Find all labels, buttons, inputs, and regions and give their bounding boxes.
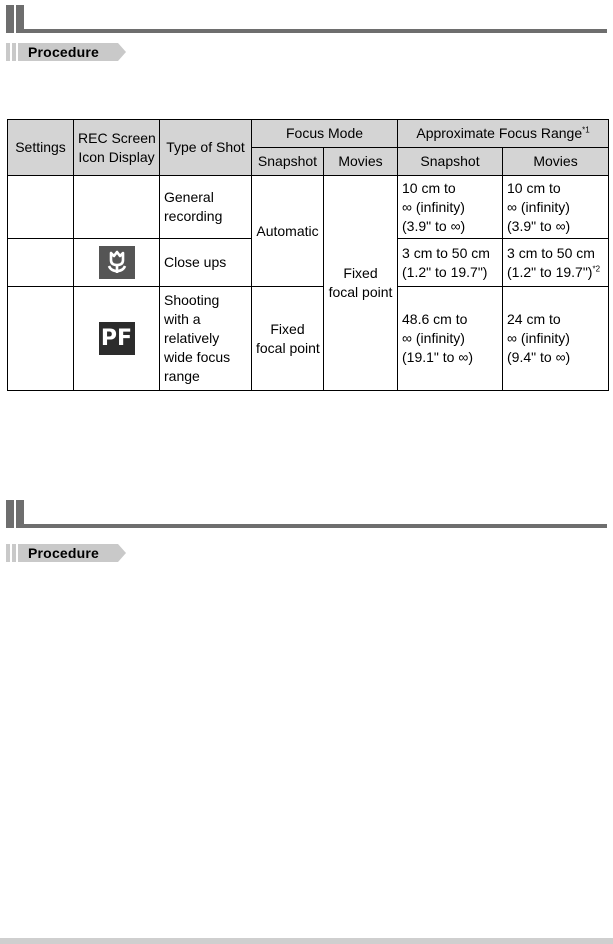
range-line: ∞ (infinity) bbox=[507, 198, 570, 215]
range-line: 24 cm to bbox=[507, 311, 561, 327]
tag-stripe bbox=[12, 43, 16, 61]
table-row bbox=[8, 176, 609, 239]
header-rec-icon bbox=[74, 120, 160, 176]
header-type-of-shot: Type of Shot bbox=[160, 120, 252, 176]
header-focus-range-text: Approximate Focus Range bbox=[416, 125, 583, 141]
range-movies-cell bbox=[503, 176, 609, 239]
focus-movies-line: focal point bbox=[328, 284, 393, 300]
range-line bbox=[507, 263, 604, 282]
shot-line: recording bbox=[164, 208, 223, 224]
section-marker bbox=[16, 5, 24, 33]
range-line: (1.2" to 19.7") bbox=[402, 263, 488, 280]
shot-cell bbox=[160, 239, 252, 287]
section-marker bbox=[6, 5, 14, 33]
header-snapshot: Snapshot bbox=[252, 148, 324, 176]
focus-snapshot-auto: Automatic bbox=[252, 176, 324, 287]
header-range-movies: Movies bbox=[503, 148, 609, 176]
shot-line: relatively bbox=[164, 330, 220, 346]
header-movies: Movies bbox=[324, 148, 398, 176]
section-rule bbox=[24, 29, 607, 33]
shot-line: wide focus bbox=[164, 349, 231, 365]
range-line: (3.9" to ∞) bbox=[402, 217, 466, 234]
shot-line: with a bbox=[164, 311, 201, 327]
section-marker bbox=[16, 500, 24, 528]
icon-cell bbox=[74, 239, 160, 287]
range-line: ∞ (infinity) bbox=[402, 198, 465, 215]
procedure-tag bbox=[6, 43, 136, 61]
section-rule bbox=[24, 524, 607, 528]
range-line: 3 cm to 50 cm bbox=[402, 244, 490, 261]
table-row bbox=[8, 287, 609, 391]
settings-cell bbox=[8, 239, 74, 287]
range-movies-cell bbox=[503, 287, 609, 391]
header-rec-icon-line2: Icon Display bbox=[78, 148, 155, 165]
shot-line: Close ups bbox=[164, 254, 227, 270]
range-line: 10 cm to bbox=[402, 179, 456, 196]
procedure-tag bbox=[6, 544, 136, 562]
range-line: ∞ (infinity) bbox=[507, 330, 570, 346]
range-snapshot-cell bbox=[398, 239, 503, 287]
procedure-label: Procedure bbox=[28, 545, 100, 561]
section-marker bbox=[6, 500, 14, 528]
macro-flower-svg bbox=[99, 246, 135, 279]
focus-movies-line: Fixed bbox=[343, 265, 378, 281]
shot-line: Shooting bbox=[164, 292, 220, 308]
range-line: (3.9" to ∞) bbox=[507, 217, 571, 234]
header-settings: Settings bbox=[8, 120, 74, 176]
tag-stripe bbox=[6, 544, 10, 562]
range-line: 3 cm to 50 cm bbox=[507, 244, 595, 261]
shot-cell bbox=[160, 287, 252, 391]
pan-focus-icon: PF bbox=[99, 322, 135, 355]
settings-cell bbox=[8, 287, 74, 391]
range-snapshot-cell bbox=[398, 176, 503, 239]
tag-stripe bbox=[6, 43, 10, 61]
range-line-text: (1.2" to 19.7") bbox=[507, 263, 593, 280]
range-line: (9.4" to ∞) bbox=[507, 349, 571, 365]
focus-movies-fixed bbox=[324, 176, 398, 391]
procedure-label: Procedure bbox=[28, 44, 100, 60]
footnote-marker: *2 bbox=[592, 263, 601, 273]
focus-snapshot-line: Fixed bbox=[270, 320, 305, 337]
shot-line: range bbox=[164, 368, 200, 384]
icon-cell bbox=[74, 287, 160, 391]
focus-range-table bbox=[7, 119, 609, 391]
header-rec-icon-line1: REC Screen bbox=[78, 129, 156, 146]
range-movies-cell bbox=[503, 239, 609, 287]
shot-line: General bbox=[164, 189, 214, 205]
header-range-snapshot: Snapshot bbox=[398, 148, 503, 176]
shot-cell bbox=[160, 176, 252, 239]
range-line: 48.6 cm to bbox=[402, 311, 468, 327]
settings-cell bbox=[8, 176, 74, 239]
range-line: 10 cm to bbox=[507, 179, 561, 196]
section-header-bar bbox=[0, 500, 613, 528]
macro-flower-icon bbox=[99, 246, 135, 279]
header-focus-mode: Focus Mode bbox=[252, 120, 398, 148]
range-line: ∞ (infinity) bbox=[402, 330, 465, 346]
header-focus-range bbox=[398, 120, 609, 148]
focus-snapshot-line: focal point bbox=[256, 339, 320, 356]
section-header-bar bbox=[0, 5, 613, 33]
footnote-marker: *1 bbox=[582, 125, 590, 135]
range-snapshot-cell bbox=[398, 287, 503, 391]
tag-stripe bbox=[12, 544, 16, 562]
range-line: (19.1" to ∞) bbox=[402, 349, 473, 365]
page-bottom-rule bbox=[0, 938, 613, 944]
focus-snapshot-fixed bbox=[252, 287, 324, 391]
icon-cell bbox=[74, 176, 160, 239]
